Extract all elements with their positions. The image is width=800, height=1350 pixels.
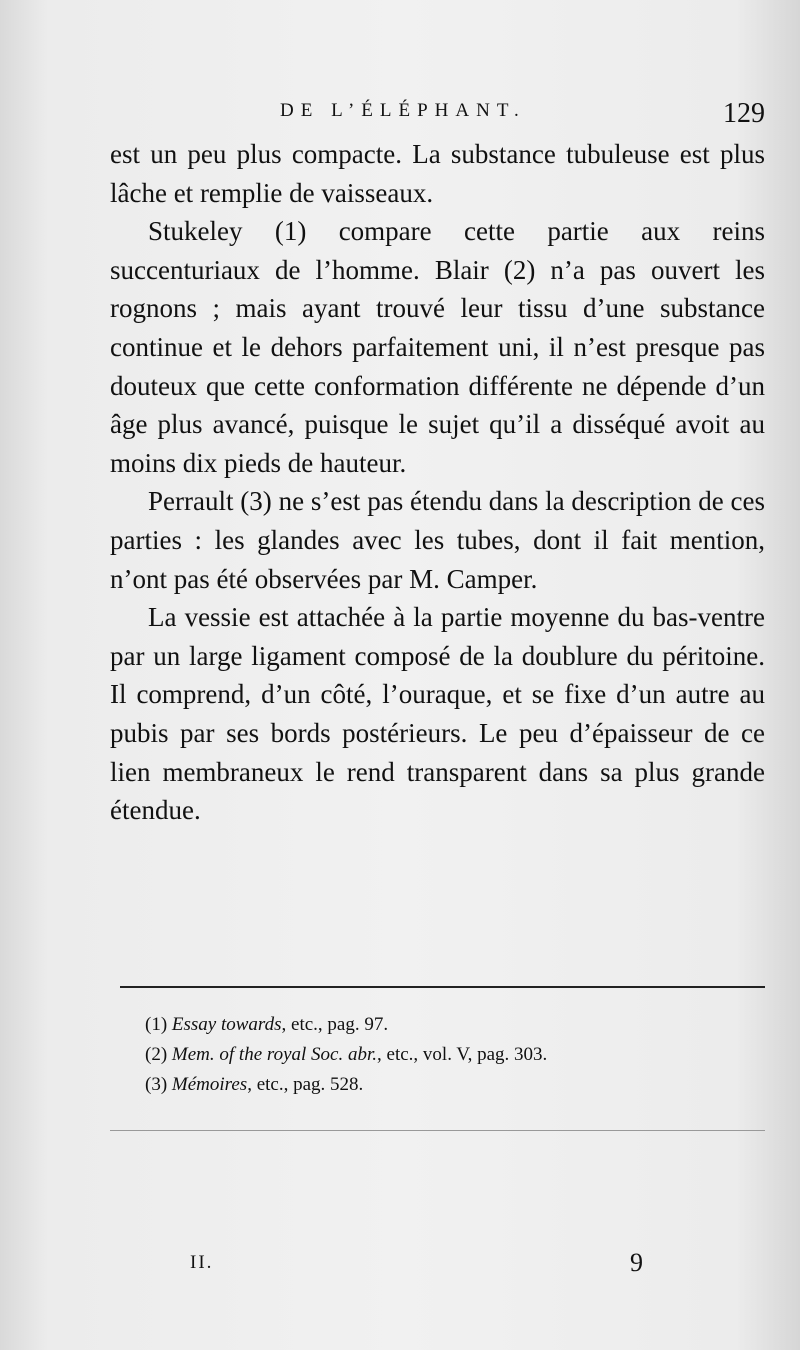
paragraph-2: Stukeley (1) compare cette partie aux reins succenturiaux de l’homme. Blair (2) n’a pas ouvert les rognons ; mais ayant trouvé leur tissu d’une substance continue et le dehors parfaitement uni, il n’est presque pas douteux que cette conformation différente ne dépende d’un âge plus avancé, puisque le sujet qu’il a disséqué avoit au moins dix pieds de hauteur. bbox=[110, 216, 765, 478]
footnote-ref: , etc., pag. 528. bbox=[247, 1074, 364, 1095]
paragraph-3: Perrault (3) ne s’est pas étendu dans la description de ces parties : les glandes avec les tubes, dont il fait mention, n’ont pas été observées par M. Camper. bbox=[110, 486, 765, 594]
footnote-number: (2) bbox=[145, 1044, 168, 1065]
footnote-title: Mémoires bbox=[171, 1074, 248, 1095]
footnote-title: Essay towards bbox=[171, 1014, 282, 1035]
bleed-through-rule bbox=[110, 1130, 765, 1131]
page-number: 129 bbox=[723, 98, 765, 129]
page-header bbox=[110, 98, 765, 138]
footnote-1 bbox=[145, 1010, 765, 1040]
footnote-rule bbox=[120, 986, 765, 988]
footnote-2 bbox=[145, 1040, 765, 1070]
running-title: DE L’ÉLÉPHANT. bbox=[280, 100, 526, 121]
footnote-3 bbox=[145, 1070, 765, 1100]
paragraph-1: est un peu plus compacte. La substance tubuleuse est plus lâche et remplie de vaisseaux. bbox=[110, 139, 765, 208]
paragraph-4: La vessie est attachée à la partie moyenne du bas-ventre par un large ligament composé de la doublure du péritoine. Il comprend, d’un côté, l’ouraque, et se fixe d’un autre au pubis par ses bords postérieurs. Le peu d’épaisseur de ce lien membraneux le rend transparent dans sa plus grande étendue. bbox=[110, 602, 765, 826]
signature-mark: II. bbox=[190, 1252, 214, 1273]
footnote-number: (1) bbox=[145, 1014, 168, 1035]
footnote-ref: , etc., pag. 97. bbox=[281, 1014, 389, 1035]
footnotes bbox=[145, 1010, 765, 1100]
footnote-ref: , etc., vol. V, pag. 303. bbox=[377, 1044, 548, 1065]
footnote-number: (3) bbox=[145, 1074, 168, 1095]
body-text bbox=[110, 135, 765, 830]
signature-number: 9 bbox=[630, 1248, 643, 1277]
footnote-title: Mem. of the royal Soc. abr. bbox=[171, 1044, 378, 1065]
